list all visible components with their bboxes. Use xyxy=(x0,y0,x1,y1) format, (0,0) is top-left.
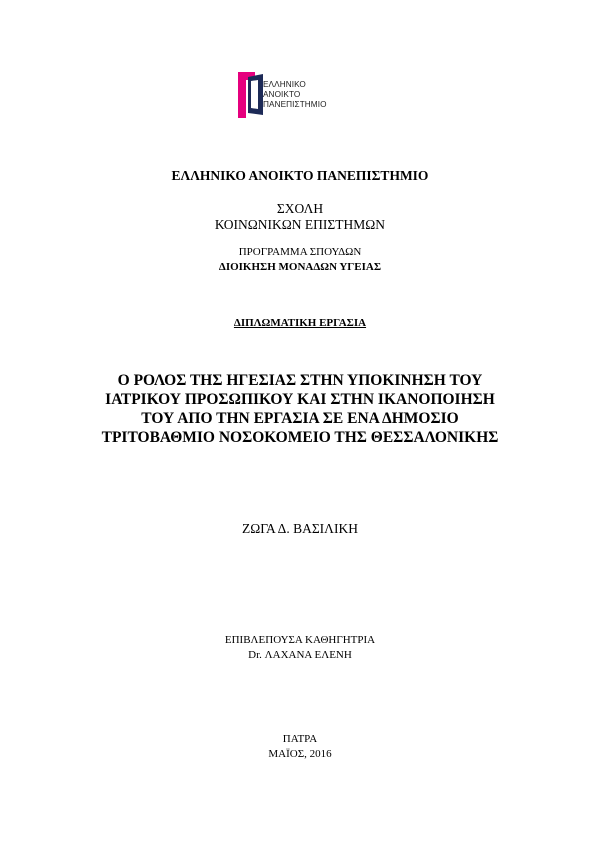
date: ΜΑΪΟΣ, 2016 xyxy=(268,748,332,760)
logo-line: ΑΝΟΙΚΤΟ xyxy=(263,90,301,99)
program-label: ΠΡΟΓΡΑΜΜΑ ΣΠΟΥΔΩΝ xyxy=(238,246,362,258)
logo-text xyxy=(263,80,327,110)
supervisor-name: Dr. ΛΑΧΑΝΑ ΕΛΕΝΗ xyxy=(248,649,352,661)
school-name: ΚΟΙΝΩΝΙΚΩΝ ΕΠΙΣΤΗΜΩΝ xyxy=(214,217,386,232)
logo-mark-icon xyxy=(238,70,264,120)
school-label: ΣΧΟΛΗ xyxy=(276,201,324,216)
author-name: ΖΩΓΑ Δ. ΒΑΣΙΛΙΚΗ xyxy=(242,521,358,536)
logo-line: ΠΑΝΕΠΙΣΤΗΜΙΟ xyxy=(263,100,327,109)
place: ΠΑΤΡΑ xyxy=(282,733,318,745)
program-name: ΔΙΟΙΚΗΣΗ ΜΟΝΑΔΩΝ ΥΓΕΙΑΣ xyxy=(218,261,382,273)
thesis-type: ΔΙΠΛΩΜΑΤΙΚΗ ΕΡΓΑΣΙΑ xyxy=(233,317,367,329)
title-line: Ο ΡΟΛΟΣ ΤΗΣ ΗΓΕΣΙΑΣ ΣΤΗΝ ΥΠΟΚΙΝΗΣΗ ΤΟΥ xyxy=(117,372,483,389)
supervisor-label: ΕΠΙΒΛΕΠΟΥΣΑ ΚΑΘΗΓΗΤΡΙΑ xyxy=(224,634,376,646)
university-name: ΕΛΛΗΝΙΚΟ ΑΝΟΙΚΤΟ ΠΑΝΕΠΙΣΤΗΜΙΟ xyxy=(171,168,429,183)
title-line: ΤΡΙΤΟΒΑΘΜΙΟ ΝΟΣΟΚΟΜΕΙΟ ΤΗΣ ΘΕΣΣΑΛΟΝΙΚΗΣ xyxy=(101,429,499,446)
logo-line: ΕΛΛΗΝΙΚΟ xyxy=(263,80,306,89)
title-line: ΙΑΤΡΙΚΟΥ ΠΡΟΣΩΠΙΚΟΥ ΚΑΙ ΣΤΗΝ ΙΚΑΝΟΠΟΙΗΣΗ xyxy=(105,391,495,408)
university-logo xyxy=(238,70,368,120)
title-line: ΤΟΥ ΑΠΟ ΤΗΝ ΕΡΓΑΣΙΑ ΣΕ ΕΝΑ ΔΗΜΟΣΙΟ xyxy=(141,410,459,427)
